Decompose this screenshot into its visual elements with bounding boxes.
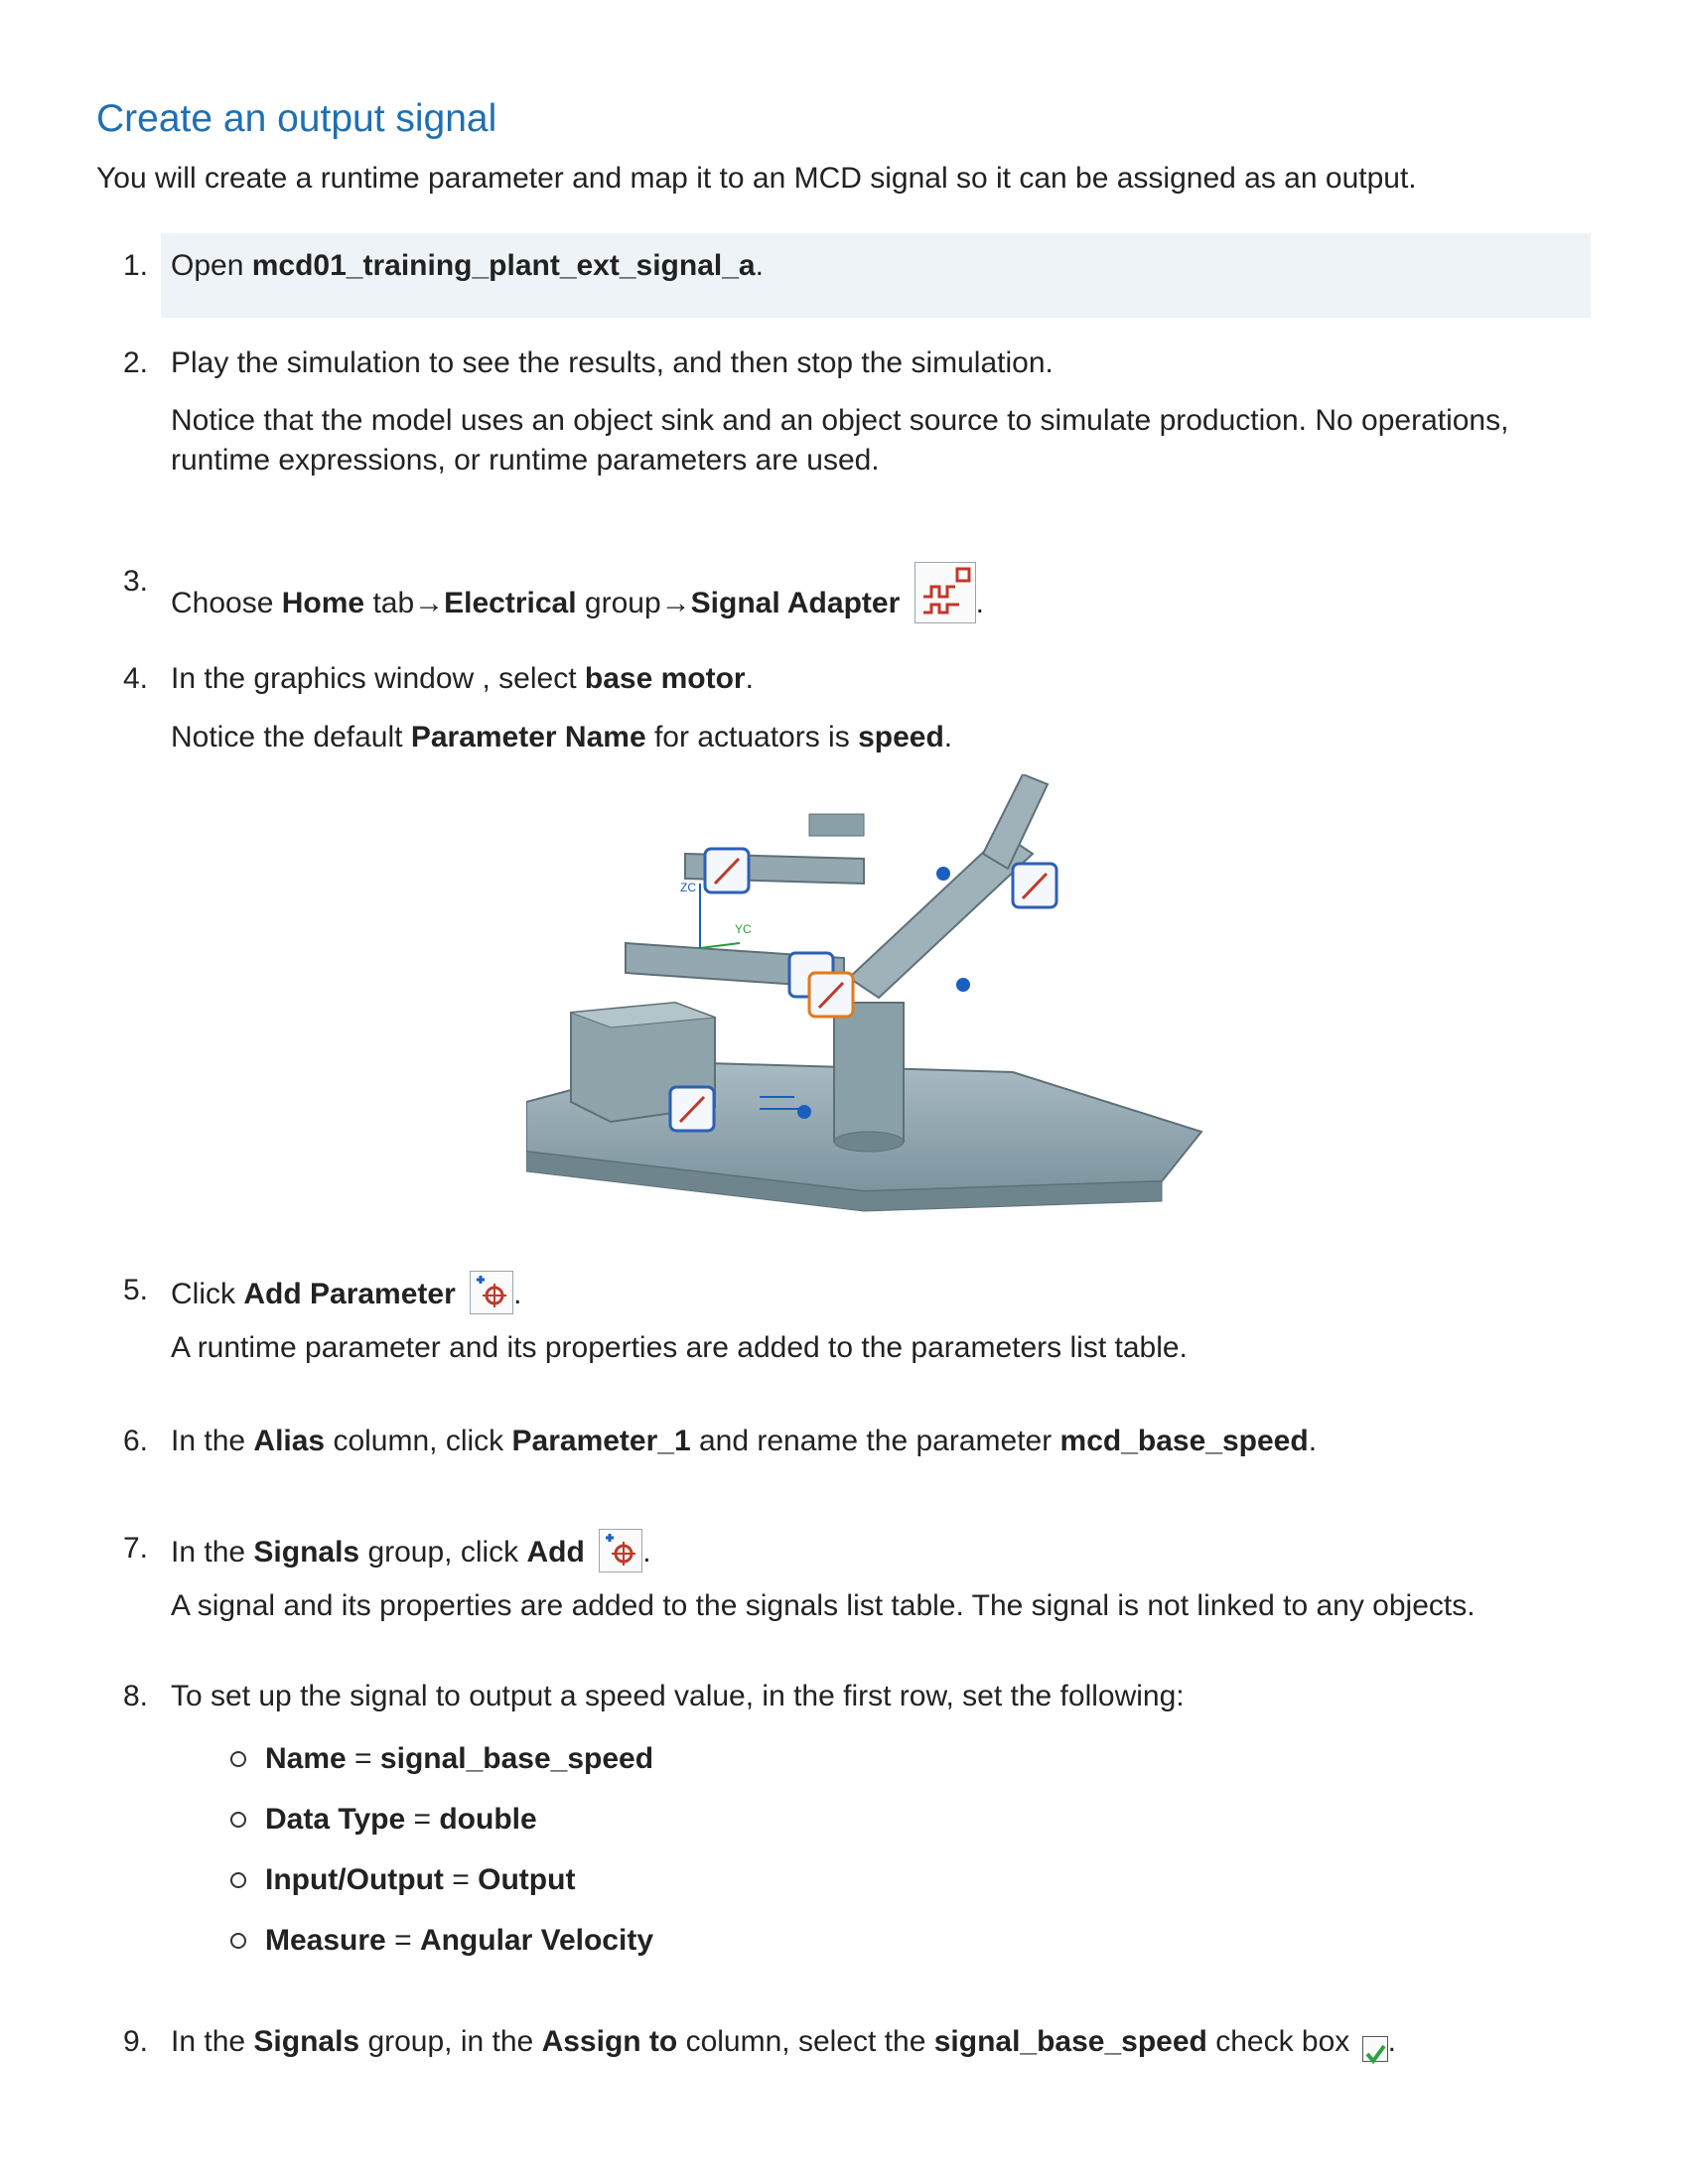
bullet-icon bbox=[230, 1933, 246, 1949]
signal-adapter-label: Signal Adapter bbox=[690, 587, 901, 619]
add-signal-icon bbox=[599, 1529, 642, 1572]
bullet-icon bbox=[230, 1812, 246, 1828]
add-parameter-label: Add Parameter bbox=[243, 1278, 456, 1310]
step-text: To set up the signal to output a speed value, in the first row, set the following: bbox=[171, 1680, 1185, 1712]
checkbox-checked-icon bbox=[1362, 2036, 1388, 2062]
robot-arm-illustration bbox=[526, 774, 1221, 1221]
step-number: 2. bbox=[123, 346, 149, 379]
step-2-note: Notice that the model uses an object sink and an object source to simulate production. No operations, runtime expressions, or runtime parameters are used. bbox=[171, 404, 1509, 477]
model-graphics-figure bbox=[526, 774, 1221, 1221]
base-motor-selected-icon bbox=[809, 973, 853, 1017]
step-number: 8. bbox=[123, 1680, 149, 1712]
step-4-note: Notice the default Parameter Name for actuators is speed. bbox=[171, 721, 953, 753]
step-number: 7. bbox=[123, 1532, 149, 1565]
step-number: 9. bbox=[123, 2025, 149, 2058]
step-number: 3. bbox=[123, 565, 149, 598]
yc-axis-label: YC bbox=[735, 922, 752, 936]
home-tab-label: Home bbox=[281, 587, 365, 619]
bullet-icon bbox=[230, 1872, 246, 1888]
signal-adapter-icon bbox=[914, 562, 976, 623]
bullet-icon bbox=[230, 1751, 246, 1767]
add-parameter-icon bbox=[470, 1271, 513, 1314]
add-signal-label: Add bbox=[526, 1536, 585, 1569]
step-5-note: A runtime parameter and its properties are added to the parameters list table. bbox=[171, 1331, 1188, 1364]
motor-icon bbox=[1013, 864, 1056, 907]
intro-text: You will create a runtime parameter and map it to an MCD signal so it can be assigned as an output. bbox=[96, 162, 1417, 195]
step-number: 4. bbox=[123, 662, 149, 695]
step-7-note: A signal and its properties are added to the signals list table. The signal is not linked to any objects. bbox=[171, 1589, 1476, 1622]
base-motor-label: base motor bbox=[584, 662, 746, 695]
step-text: Open bbox=[171, 249, 252, 282]
electrical-group-label: Electrical bbox=[444, 587, 577, 619]
step-text: Play the simulation to see the results, and then stop the simulation. bbox=[171, 346, 1054, 379]
document-page: Create an output signal You will create a runtime parameter and map it to an MCD signal so it can be assigned as an output. 1. Open mcd01_training_plant_ext_signal_a. 2. Play the simulation to see the results, and then stop the simulation. Notice that the model uses an object sink and an object source to simulate production. No operations, runtime expressions, or runtime parameters are used. 3. Choose Home tab→Electrical group→Signal Adapter . 4. In the graphics window , select base motor. Notice the default Parameter Name for actuators is speed. ZC YC 5. Click Add Parameter . A runtime parameter and its properties are added to the parameters list table. 6. In the Alias column, click Parameter_1 and rename the parameter mcd_base_speed. 7. In the Signals group, click Add . A signal and its properties are added to the signals list table. The signal is not linked to any objects. 8. To set up the signal to output a speed value, in the first row, set the following: Name = signal_base_speed Data Type = double Input/Output = Output Measure = Angular Velocity 9. In the Signals group, in the Assign to column, select the signal_base_speed check box . bbox=[0, 0, 1688, 2184]
page-title: Create an output signal bbox=[96, 97, 497, 140]
step-number: 6. bbox=[123, 1425, 149, 1457]
file-name: mcd01_training_plant_ext_signal_a bbox=[251, 249, 756, 282]
zc-axis-label: ZC bbox=[680, 881, 696, 894]
step-number: 1. bbox=[123, 249, 149, 282]
joint-icon bbox=[705, 849, 749, 892]
step-number: 5. bbox=[123, 1274, 149, 1306]
motor-icon bbox=[670, 1087, 714, 1131]
